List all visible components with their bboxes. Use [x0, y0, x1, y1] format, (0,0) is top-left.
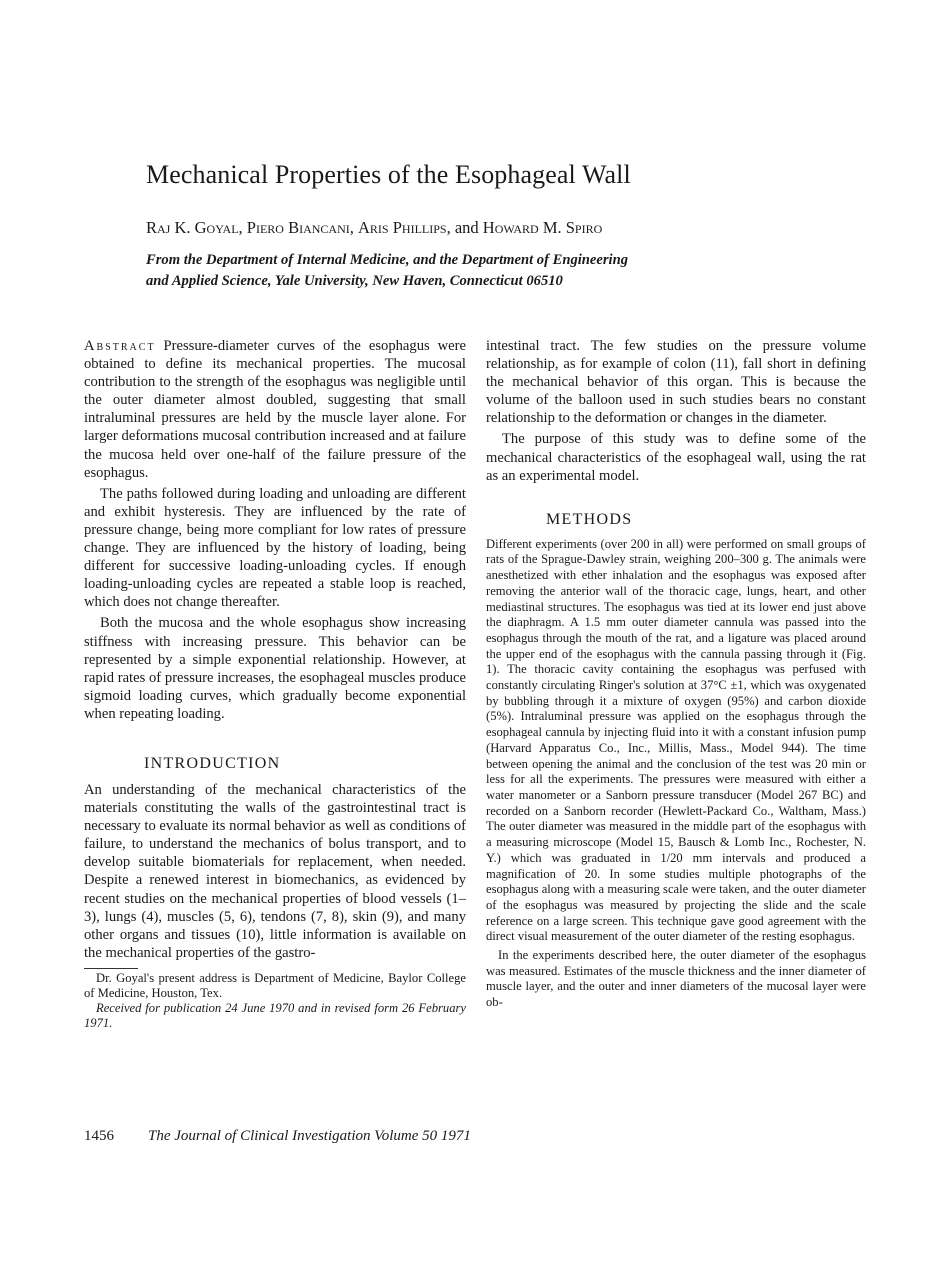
affiliation-line-2: and Applied Science, Yale University, New Haven, Connecticut 06510 [146, 273, 563, 289]
author-spiro: Howard M. Spiro [482, 218, 603, 237]
page-footer [84, 1128, 471, 1145]
affiliation [146, 250, 628, 292]
introduction-paragraph-1-continued: intestinal tract. The few studies on the pressure volume relationship, as for example of colon (11), fall short in defining the mechanical behavior of this organ. This is because the volume of the balloon used in such studies bears no constant relationship to the deformation or changes in the diameter. [486, 338, 866, 427]
abstract-text-1: Pressure-diameter curves of the esophagus were obtained to define its mechanical properties. The mucosal contribution to the strength of the esophagus was negligible until the outer diameter almost doubled, suggesting that small intraluminal pressures are held by the muscle layer alone. For larger deformations mucosal contribution increased and at failure the mucosa held over one-half of the failure pressure of the esophagus. [84, 338, 466, 481]
footnote-received: Received for publication 24 June 1970 and in revised form 26 February 1971. [84, 1000, 466, 1030]
methods-paragraph-1: Different experiments (over 200 in all) were performed on small groups of rats of the Sprague-Dawley strain, weighing 200–300 g. The animals were anesthetized with ether inhalation and the esophagus was exposed after removing the anterior wall of the thoracic cage, lungs, heart, and other mediastinal structures. The esophagus was tied at its lower end just above the diaphragm. A 1.5 mm outer diameter cannula was passed into the esophagus through the mouth of the rat, and a ligature was placed around the upper end of the esophagus with the cannula passing through it (Fig. 1). The thoracic cavity containing the esophagus was perfused with constantly circulating Ringer's solution at 37°C ±1, which was oxygenated by bubbling through it a mixture of oxygen (95%) and carbon dioxide (5%). Intraluminal pressure was applied on the esophagus through the esophageal cannula by injecting fluid into it with a constant infusion pump (Harvard Apparatus Co., Inc., Millis, Mass., Model 944). The time between opening the animal and the conclusion of the test was 20 min or less for all the experiments. The pressures were measured with either a water manometer or a Sanborn pressure transducer (Model 267 BC) and recorded on a Sanborn recorder (Hewlett-Packard Co., Waltham, Mass.) The outer diameter was measured in the middle part of the esophagus with a measuring microscope (Model 15, Bausch & Lomb Inc., Rochester, N. Y.) which was graduated in 1/20 mm intervals and produced a magnification of 20. In some studies multiple photographs of the esophagus along with a measuring scale were taken, and the outer diameter of the esophagus was measured by projecting the slide and the scale reference on a large screen. This technique gave good agreement with the direct visual measurement of the outer diameter of the resting esophagus. [486, 536, 866, 944]
author-goyal: Raj K. Goyal, [146, 218, 243, 237]
abstract-paragraph-1 [84, 337, 466, 482]
journal-citation: The Journal of Clinical Investigation Volume 50 1971 [148, 1128, 471, 1144]
author-biancani: Piero Biancani, [246, 218, 354, 237]
author-phillips: Aris Phillips, [358, 218, 451, 237]
abstract-paragraph-2: The paths followed during loading and unloading are different and exhibit hysteresis. They are influenced by the rate of pressure change, being more compliant for low rates of pressure change. They are influenced by the history of loading, being different for successive loading-unloading cycles. If enough loading-unloading cycles are repeated a stable loop is reached, which does not change thereafter. [84, 485, 466, 611]
abstract-label: Abstract [84, 338, 156, 354]
abstract-paragraph-3: Both the mucosa and the whole esophagus show increasing stiffness with increasing pressure. This behavior can be represented by a simple exponential relationship. However, at rapid rates of pressure increases, the esophageal muscles produce sigmoid loading curves, which gradually become exponential when repeating loading. [84, 615, 466, 722]
introduction-paragraph-1: An understanding of the mechanical characteristics of the materials constituting the walls of the gastrointestinal tract is necessary to evaluate its normal behavior as well as conditions of failure, to understand the mechanics of bolus transport, and to develop suitable biomaterials for replacement, when needed. Despite a renewed interest in biomechanics, as evidenced by recent studies on the mechanical properties of blood vessels (1–3), lungs (4), muscles (5, 6), tendons (7, 8), skin (9), and many other organs and tissues (10), little information is available on the mechanical properties of the gastro- [84, 781, 466, 961]
article-title: Mechanical Properties of the Esophageal Wall [146, 160, 631, 189]
introduction-heading: INTRODUCTION [144, 754, 281, 772]
footnote-rule [84, 968, 138, 969]
introduction-paragraph-2: The purpose of this study was to define some of the mechanical characteristics of the esophageal wall, using the rat as an experimental model. [486, 431, 866, 484]
footnote-address: Dr. Goyal's present address is Department of Medicine, Baylor College of Medicine, Houston, Tex. [84, 970, 466, 1000]
left-column [84, 337, 466, 1031]
author-conjunction: and [454, 218, 479, 237]
right-column [486, 337, 866, 1011]
author-list [146, 218, 602, 238]
affiliation-line-1: From the Department of Internal Medicine, and the Department of Engineering [146, 252, 629, 268]
methods-heading: METHODS [546, 510, 633, 528]
methods-paragraph-2: In the experiments described here, the outer diameter of the esophagus was measured. Estimates of the muscle thickness and the inner diameter of muscle layer, and the outer and inner diameters of the mucosal layer were ob- [486, 948, 866, 1010]
page-number: 1456 [84, 1128, 114, 1144]
